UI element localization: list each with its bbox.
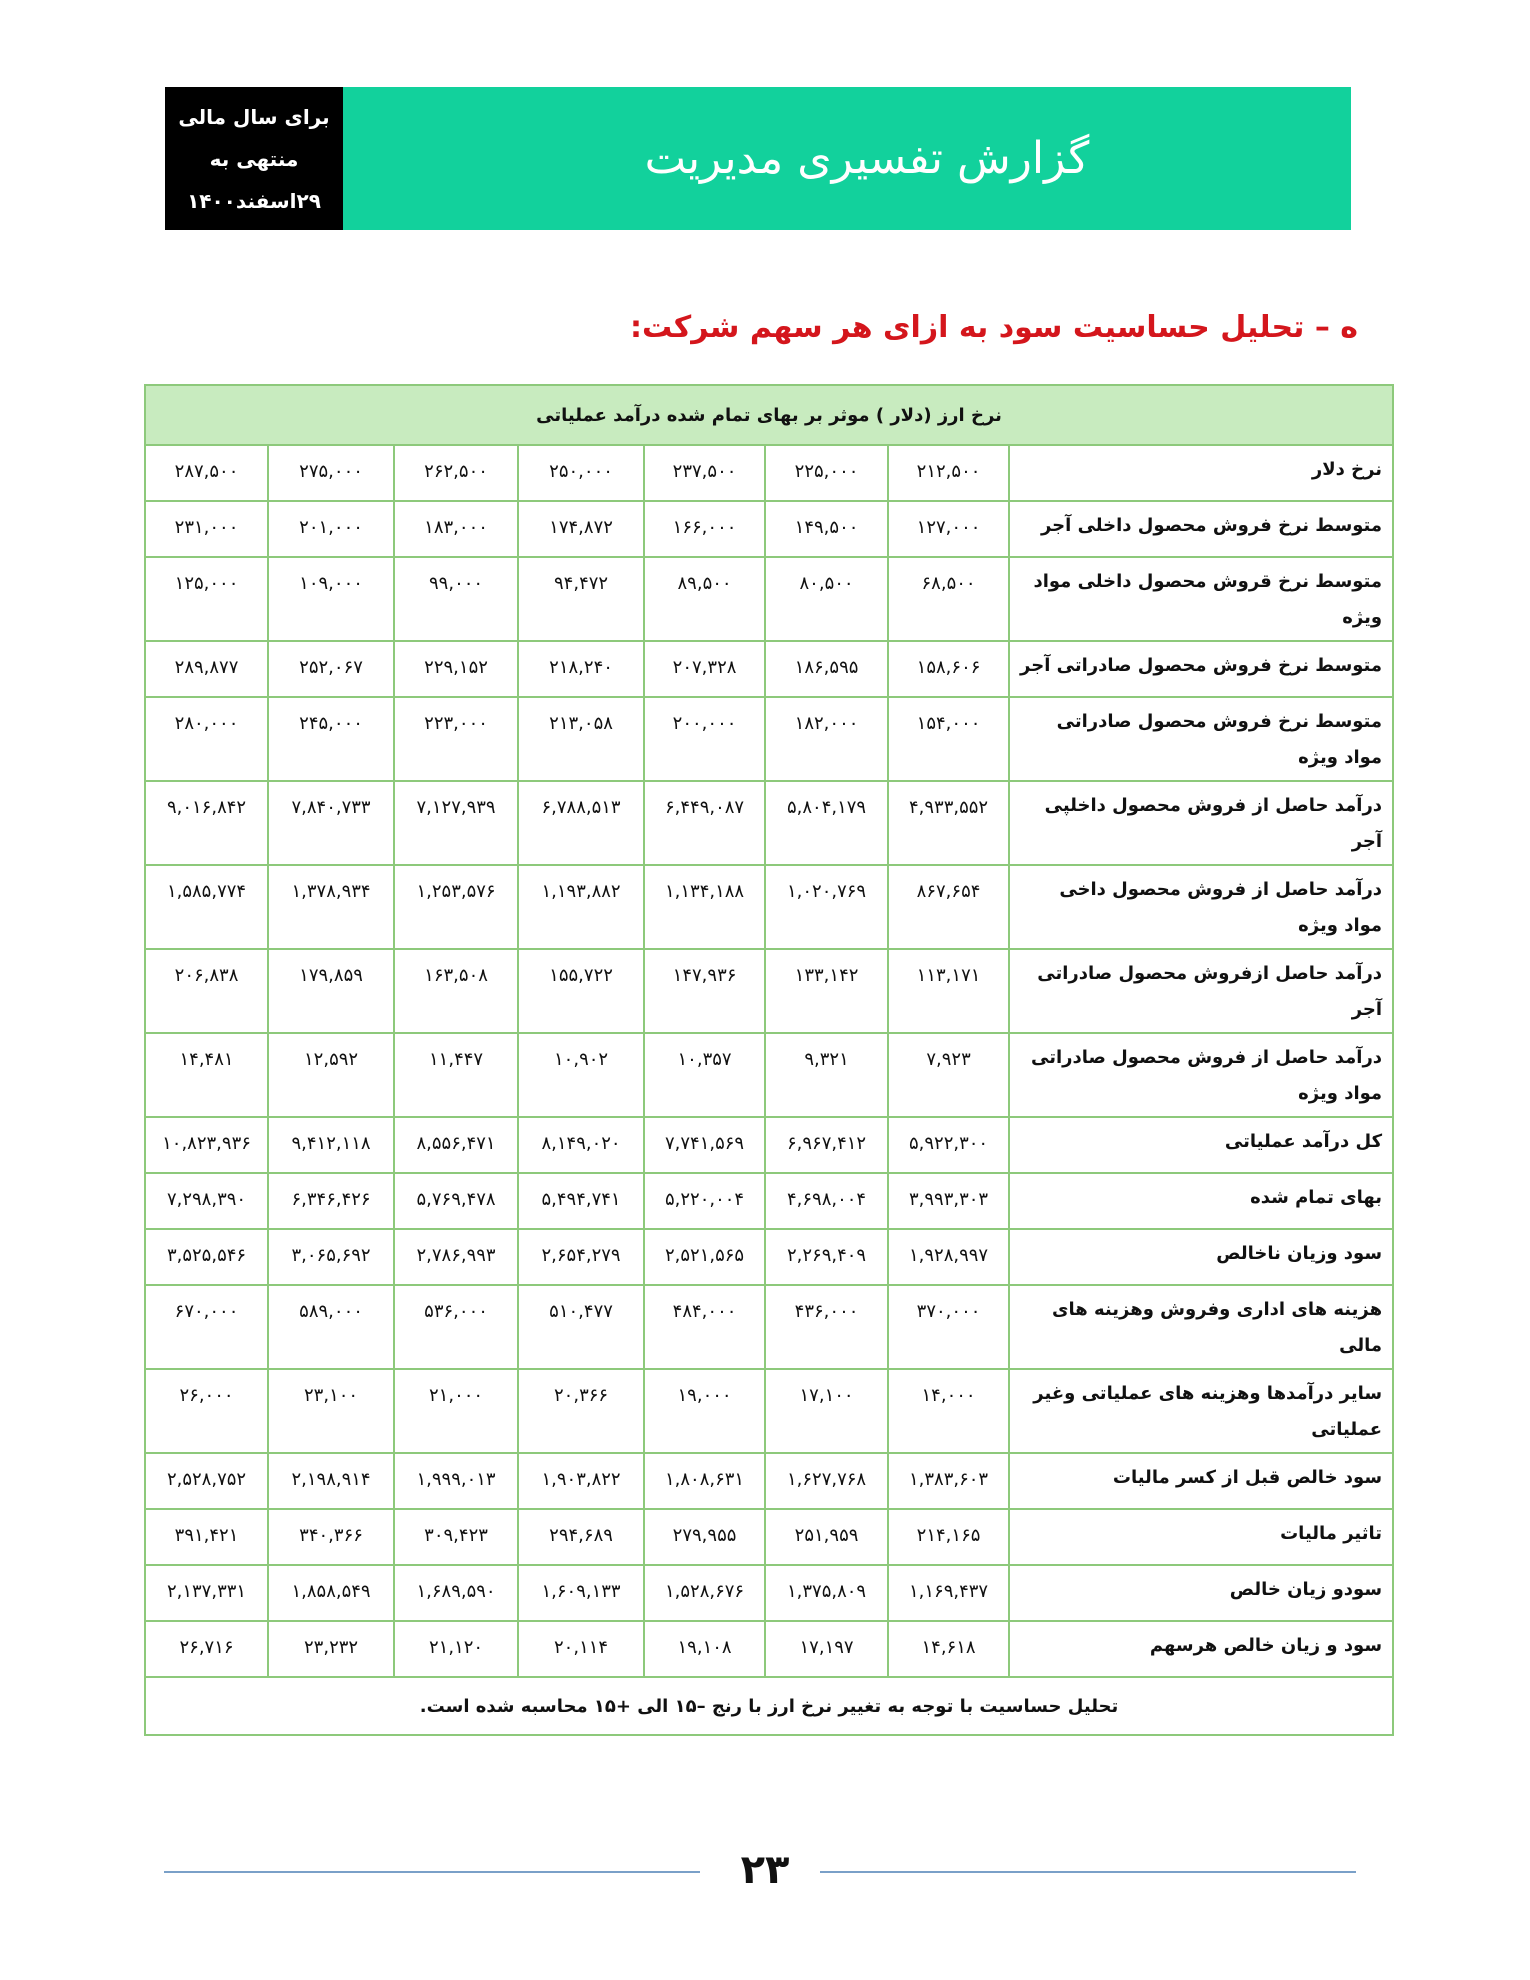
table-cell: ۱,۸۵۸,۵۴۹ [268,1565,394,1621]
table-cell: ۱۷۴,۸۷۲ [518,501,644,557]
table-cell: ۶,۷۸۸,۵۱۳ [518,781,644,865]
table-cell: ۲۹۴,۶۸۹ [518,1509,644,1565]
table-cell: ۲۲۵,۰۰۰ [765,445,888,501]
table-cell: ۱۶۶,۰۰۰ [644,501,765,557]
table-cell: ۲۱,۱۲۰ [394,1621,518,1677]
table-cell: ۱۸۲,۰۰۰ [765,697,888,781]
table-cell: ۱,۱۳۴,۱۸۸ [644,865,765,949]
table-cell: ۹۹,۰۰۰ [394,557,518,641]
table-cell: ۵,۹۲۲,۳۰۰ [888,1117,1009,1173]
footer-rule-left [164,1871,700,1873]
table-caption: نرخ ارز (دلار ) موثر بر بهای تمام شده درآمد عملیاتی [145,385,1393,445]
table-cell: ۱۴۹,۵۰۰ [765,501,888,557]
table-cell: ۱,۳۷۵,۸۰۹ [765,1565,888,1621]
table-cell: ۸۶۷,۶۵۴ [888,865,1009,949]
table-cell: ۲,۷۸۶,۹۹۳ [394,1229,518,1285]
table-cell: ۳۰۹,۴۲۳ [394,1509,518,1565]
table-cell: ۷,۹۲۳ [888,1033,1009,1117]
table-cell: ۱۲,۵۹۲ [268,1033,394,1117]
table-cell: ۶,۹۶۷,۴۱۲ [765,1117,888,1173]
table-cell: ۱۷,۱۰۰ [765,1369,888,1453]
table-cell: ۱۱۳,۱۷۱ [888,949,1009,1033]
table-cell: ۴,۹۳۳,۵۵۲ [888,781,1009,865]
table-row [145,1565,1393,1621]
table-cell: ۲۲۳,۰۰۰ [394,697,518,781]
table-cell: ۵,۸۰۴,۱۷۹ [765,781,888,865]
row-label: سود و زیان خالص هرسهم [1009,1621,1393,1677]
table-row [145,865,1393,949]
table-cell: ۷,۸۴۰,۷۳۳ [268,781,394,865]
table-row [145,1621,1393,1677]
header-band [343,87,1351,230]
table-cell: ۲,۱۳۷,۳۳۱ [145,1565,268,1621]
table-cell: ۱,۹۰۳,۸۲۲ [518,1453,644,1509]
table-cell: ۱۰,۳۵۷ [644,1033,765,1117]
table-cell: ۹,۳۲۱ [765,1033,888,1117]
row-label: تاثیر مالیات [1009,1509,1393,1565]
table-cell: ۱,۵۸۵,۷۷۴ [145,865,268,949]
table-row [145,781,1393,865]
table-cell: ۵,۴۹۴,۷۴۱ [518,1173,644,1229]
table-cell: ۱۱,۴۴۷ [394,1033,518,1117]
table-cell: ۲,۵۲۱,۵۶۵ [644,1229,765,1285]
table-cell: ۱,۲۵۳,۵۷۶ [394,865,518,949]
table-cell: ۱,۳۷۸,۹۳۴ [268,865,394,949]
table-cell: ۲۳۷,۵۰۰ [644,445,765,501]
table-cell: ۸۰,۵۰۰ [765,557,888,641]
row-label: متوسط نرخ فروش محصول صادراتی مواد ویژه [1009,697,1393,781]
table-cell: ۲۶۲,۵۰۰ [394,445,518,501]
table-cell: ۱,۶۸۹,۵۹۰ [394,1565,518,1621]
row-label: نرخ دلار [1009,445,1393,501]
table-cell: ۱,۱۶۹,۴۳۷ [888,1565,1009,1621]
footer-rule-right [820,1871,1356,1873]
table-cell: ۲۰۰,۰۰۰ [644,697,765,781]
table-cell: ۲۱۲,۵۰۰ [888,445,1009,501]
table-row [145,697,1393,781]
table-cell: ۵۸۹,۰۰۰ [268,1285,394,1369]
row-label: متوسط نرخ قروش محصول داخلی مواد ویژه [1009,557,1393,641]
table-cell: ۵,۷۶۹,۴۷۸ [394,1173,518,1229]
table-cell: ۱۵۴,۰۰۰ [888,697,1009,781]
table-cell: ۱۷,۱۹۷ [765,1621,888,1677]
table-cell: ۴۳۶,۰۰۰ [765,1285,888,1369]
sensitivity-table [144,384,1394,1736]
table-cell: ۱۳۳,۱۴۲ [765,949,888,1033]
table-row [145,1509,1393,1565]
table-cell: ۱۲۷,۰۰۰ [888,501,1009,557]
fiscal-period-box [165,87,343,230]
table-row [145,1117,1393,1173]
table-note-row [145,1677,1393,1735]
table-cell: ۲,۱۹۸,۹۱۴ [268,1453,394,1509]
page-number: ۲۳ [740,1847,790,1893]
table-row [145,1453,1393,1509]
period-line: برای سال مالی [178,104,330,129]
table-cell: ۳,۹۹۳,۳۰۳ [888,1173,1009,1229]
table-cell: ۱۰۹,۰۰۰ [268,557,394,641]
table-cell: ۸,۵۵۶,۴۷۱ [394,1117,518,1173]
table-cell: ۱,۵۲۸,۶۷۶ [644,1565,765,1621]
table-cell: ۲۰۶,۸۳۸ [145,949,268,1033]
table-cell: ۱,۹۲۸,۹۹۷ [888,1229,1009,1285]
table-cell: ۲۱۸,۲۴۰ [518,641,644,697]
table-cell: ۷,۲۹۸,۳۹۰ [145,1173,268,1229]
table-cell: ۲۳,۱۰۰ [268,1369,394,1453]
table-row [145,1173,1393,1229]
table-cell: ۱,۹۹۹,۰۱۳ [394,1453,518,1509]
table-cell: ۷,۷۴۱,۵۶۹ [644,1117,765,1173]
table-cell: ۲۰۱,۰۰۰ [268,501,394,557]
row-label: درآمد حاصل از فروش محصول داخلپی آجر [1009,781,1393,865]
table-cell: ۶۷۰,۰۰۰ [145,1285,268,1369]
table-cell: ۲,۵۲۸,۷۵۲ [145,1453,268,1509]
table-cell: ۱۵۸,۶۰۶ [888,641,1009,697]
table-cell: ۲۸۰,۰۰۰ [145,697,268,781]
table-cell: ۳,۵۲۵,۵۴۶ [145,1229,268,1285]
table-cell: ۴۸۴,۰۰۰ [644,1285,765,1369]
table-cell: ۱۹,۰۰۰ [644,1369,765,1453]
table-cell: ۲۱۳,۰۵۸ [518,697,644,781]
table-cell: ۸,۱۴۹,۰۲۰ [518,1117,644,1173]
table-row [145,1229,1393,1285]
table-cell: ۳۹۱,۴۲۱ [145,1509,268,1565]
table-cell: ۱۰,۹۰۲ [518,1033,644,1117]
table-cell: ۲,۶۵۴,۲۷۹ [518,1229,644,1285]
row-label: بهای تمام شده [1009,1173,1393,1229]
table-cell: ۹,۴۱۲,۱۱۸ [268,1117,394,1173]
table-cell: ۱۴۷,۹۳۶ [644,949,765,1033]
table-note: تحلیل حساسیت با توجه به تغییر نرخ ارز با رنج –۱۵ الی +۱۵ محاسبه شده است. [145,1677,1393,1735]
table-cell: ۱۹,۱۰۸ [644,1621,765,1677]
table-cell: ۵۳۶,۰۰۰ [394,1285,518,1369]
table-cell: ۵۱۰,۴۷۷ [518,1285,644,1369]
table-row [145,1033,1393,1117]
table-cell: ۱,۱۹۳,۸۸۲ [518,865,644,949]
table-cell: ۹,۰۱۶,۸۴۲ [145,781,268,865]
table-cell: ۲۱,۰۰۰ [394,1369,518,1453]
table-cell: ۲۸۹,۸۷۷ [145,641,268,697]
table-cell: ۱,۶۲۷,۷۶۸ [765,1453,888,1509]
table-cell: ۱۷۹,۸۵۹ [268,949,394,1033]
table-cell: ۲۳,۲۳۲ [268,1621,394,1677]
period-line: منتهی به [209,146,299,171]
table-cell: ۲۷۵,۰۰۰ [268,445,394,501]
table-row [145,1285,1393,1369]
table-cell: ۲۰,۱۱۴ [518,1621,644,1677]
table-cell: ۲۲۹,۱۵۲ [394,641,518,697]
table-cell: ۱۴,۰۰۰ [888,1369,1009,1453]
table-cell: ۱۵۵,۷۲۲ [518,949,644,1033]
period-line: ۲۹اسفند۱۴۰۰ [187,188,321,213]
table-cell: ۱۰,۸۲۳,۹۳۶ [145,1117,268,1173]
table-cell: ۲,۲۶۹,۴۰۹ [765,1229,888,1285]
table-cell: ۷,۱۲۷,۹۳۹ [394,781,518,865]
table-cell: ۱۸۶,۵۹۵ [765,641,888,697]
row-label: متوسط نرخ فروش محصول صادراتی آجر [1009,641,1393,697]
table-cell: ۴,۶۹۸,۰۰۴ [765,1173,888,1229]
table-caption-row [145,385,1393,445]
row-label: سود خالص قبل از کسر مالیات [1009,1453,1393,1509]
table-cell: ۲۱۴,۱۶۵ [888,1509,1009,1565]
table-cell: ۱۴,۴۸۱ [145,1033,268,1117]
table-cell: ۱,۰۲۰,۷۶۹ [765,865,888,949]
table-cell: ۱۶۳,۵۰۸ [394,949,518,1033]
table-cell: ۳۷۰,۰۰۰ [888,1285,1009,1369]
row-label: متوسط نرخ فروش محصول داخلی آجر [1009,501,1393,557]
table-row [145,1369,1393,1453]
table-row [145,557,1393,641]
table-cell: ۱۸۳,۰۰۰ [394,501,518,557]
table-cell: ۲۵۲,۰۶۷ [268,641,394,697]
row-label: سایر درآمدها وهزینه های عملیاتی وغیر عملیاتی [1009,1369,1393,1453]
table-cell: ۲۷۹,۹۵۵ [644,1509,765,1565]
row-label: درآمد حاصل از فروش محصول صادراتی مواد ویژه [1009,1033,1393,1117]
report-header [165,87,1351,230]
table-cell: ۶,۴۴۹,۰۸۷ [644,781,765,865]
table-cell: ۱۲۵,۰۰۰ [145,557,268,641]
table-cell: ۲۵۰,۰۰۰ [518,445,644,501]
table-cell: ۲۵۱,۹۵۹ [765,1509,888,1565]
table-cell: ۶۸,۵۰۰ [888,557,1009,641]
table-cell: ۱۴,۶۱۸ [888,1621,1009,1677]
row-label: سودو زیان خالص [1009,1565,1393,1621]
table-cell: ۲۶,۰۰۰ [145,1369,268,1453]
table-row [145,445,1393,501]
table-cell: ۱,۸۰۸,۶۳۱ [644,1453,765,1509]
table-row [145,501,1393,557]
table-cell: ۶,۳۴۶,۴۲۶ [268,1173,394,1229]
row-label: کل درآمد عملیاتی [1009,1117,1393,1173]
row-label: سود وزیان ناخالص [1009,1229,1393,1285]
table-cell: ۲۸۷,۵۰۰ [145,445,268,501]
report-title: گزارش تفسیری مدیریت [644,133,1090,184]
row-label: درآمد حاصل ازفروش محصول صادراتی آجر [1009,949,1393,1033]
table-cell: ۸۹,۵۰۰ [644,557,765,641]
table-cell: ۲۶,۷۱۶ [145,1621,268,1677]
table-cell: ۲۴۵,۰۰۰ [268,697,394,781]
table-cell: ۲۰۷,۳۲۸ [644,641,765,697]
table-cell: ۲۳۱,۰۰۰ [145,501,268,557]
table-cell: ۱,۶۰۹,۱۳۳ [518,1565,644,1621]
table-cell: ۱,۳۸۳,۶۰۳ [888,1453,1009,1509]
row-label: هزینه های اداری وفروش وهزینه های مالی [1009,1285,1393,1369]
table-row [145,641,1393,697]
section-title: ه – تحلیل حساسیت سود به ازای هر سهم شرکت: [630,310,1358,345]
table-cell: ۳۴۰,۳۶۶ [268,1509,394,1565]
row-label: درآمد حاصل از فروش محصول داخی مواد ویژه [1009,865,1393,949]
table-cell: ۵,۲۲۰,۰۰۴ [644,1173,765,1229]
table-cell: ۲۰,۳۶۶ [518,1369,644,1453]
table-cell: ۹۴,۴۷۲ [518,557,644,641]
table-cell: ۳,۰۶۵,۶۹۲ [268,1229,394,1285]
table-row [145,949,1393,1033]
